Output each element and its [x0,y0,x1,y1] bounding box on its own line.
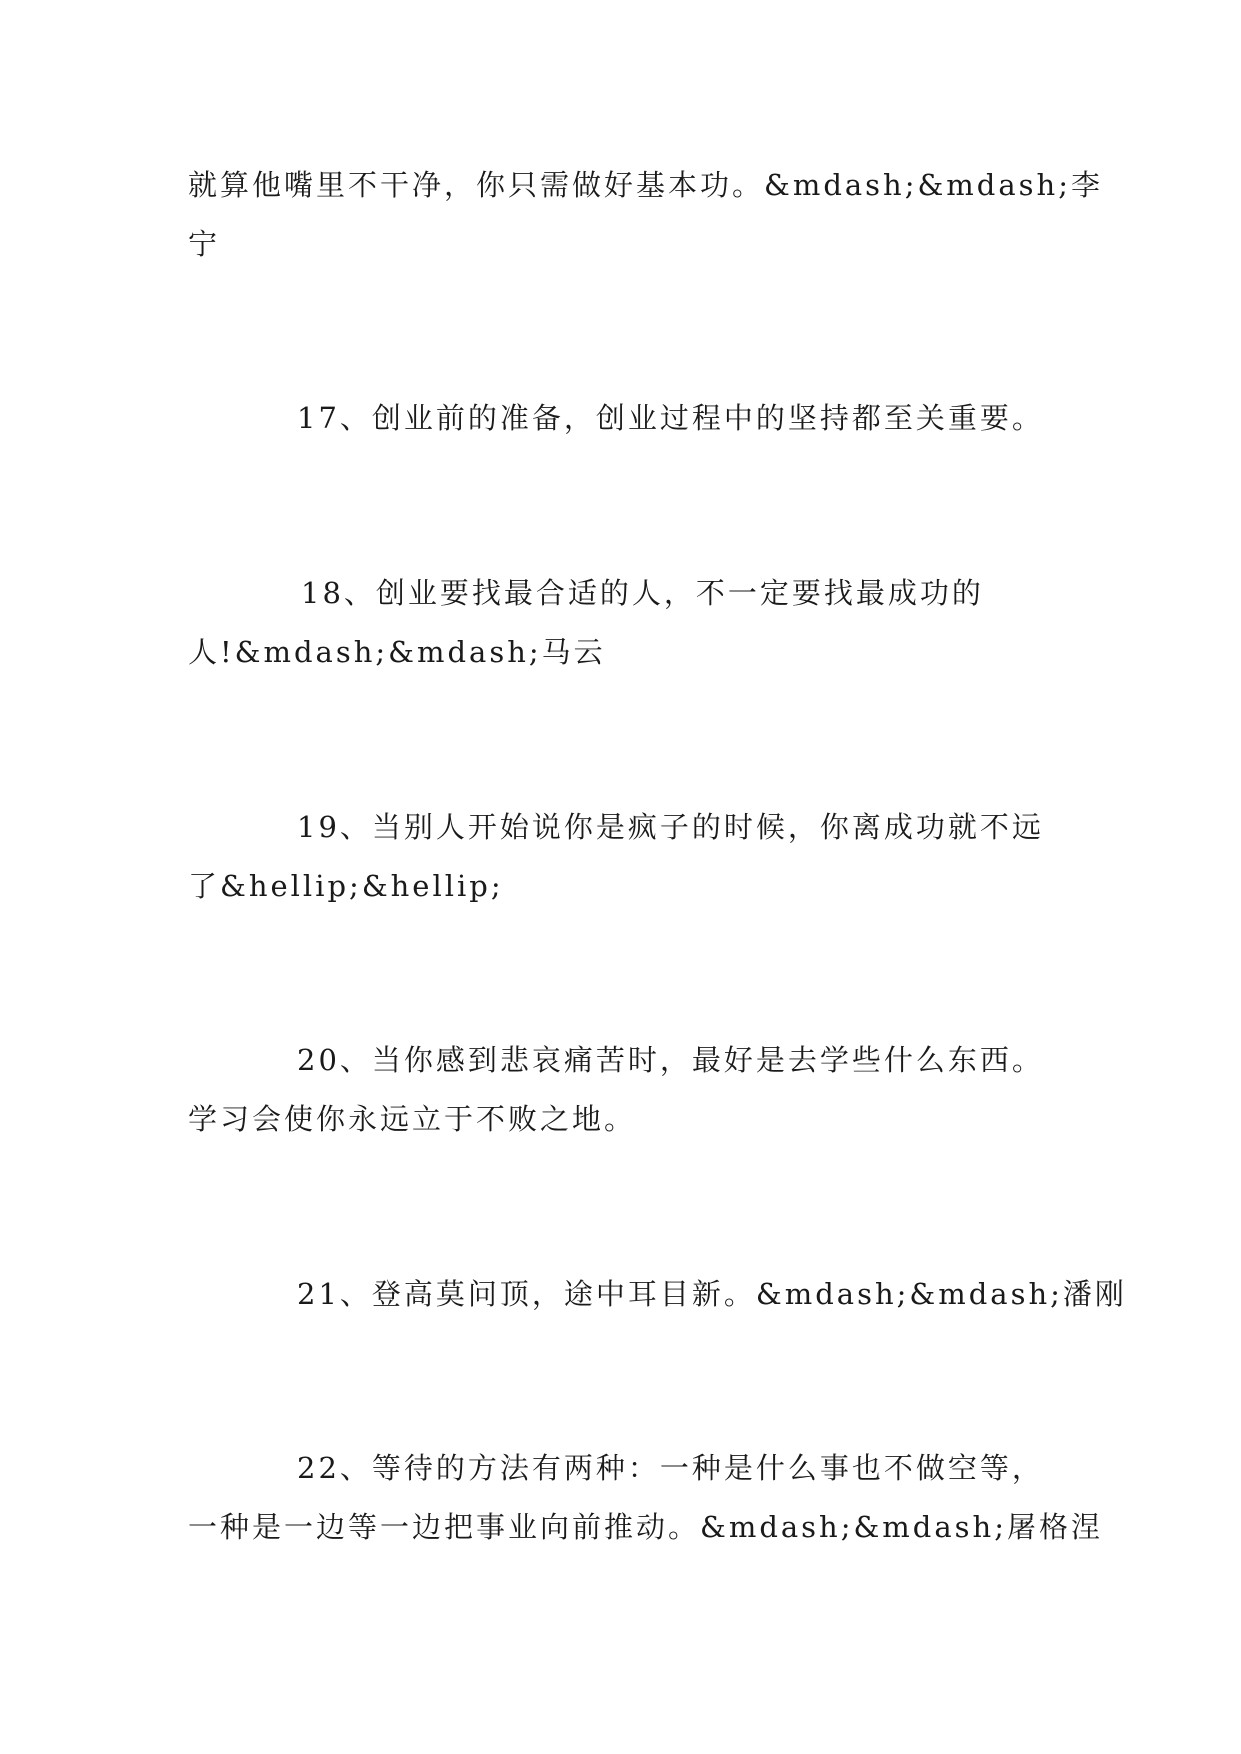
paragraph-line: 就算他嘴里不干净，你只需做好基本功。&mdash;&mdash;李 [188,168,1103,202]
paragraph-line: 21、登高莫问顶，途中耳目新。&mdash;&mdash;潘刚 [297,1277,1127,1311]
paragraph-line: 人!&mdash;&mdash;马云 [188,635,606,669]
paragraph-line: 了&hellip;&hellip; [188,869,504,903]
paragraph-line: 18、创业要找最合适的人，不一定要找最成功的 [301,576,984,610]
paragraph-line: 20、当你感到悲哀痛苦时，最好是去学些什么东西。 [297,1043,1044,1077]
paragraph-line: 19、当别人开始说你是疯子的时候，你离成功就不远 [297,810,1044,844]
paragraph-line: 22、等待的方法有两种：一种是什么事也不做空等， [297,1451,1044,1485]
paragraph-line: 17、创业前的准备，创业过程中的坚持都至关重要。 [297,401,1044,435]
paragraph-line: 宁 [188,227,221,261]
paragraph-line: 一种是一边等一边把事业向前推动。&mdash;&mdash;屠格涅 [188,1510,1103,1544]
paragraph-line: 学习会使你永远立于不败之地。 [188,1102,637,1136]
